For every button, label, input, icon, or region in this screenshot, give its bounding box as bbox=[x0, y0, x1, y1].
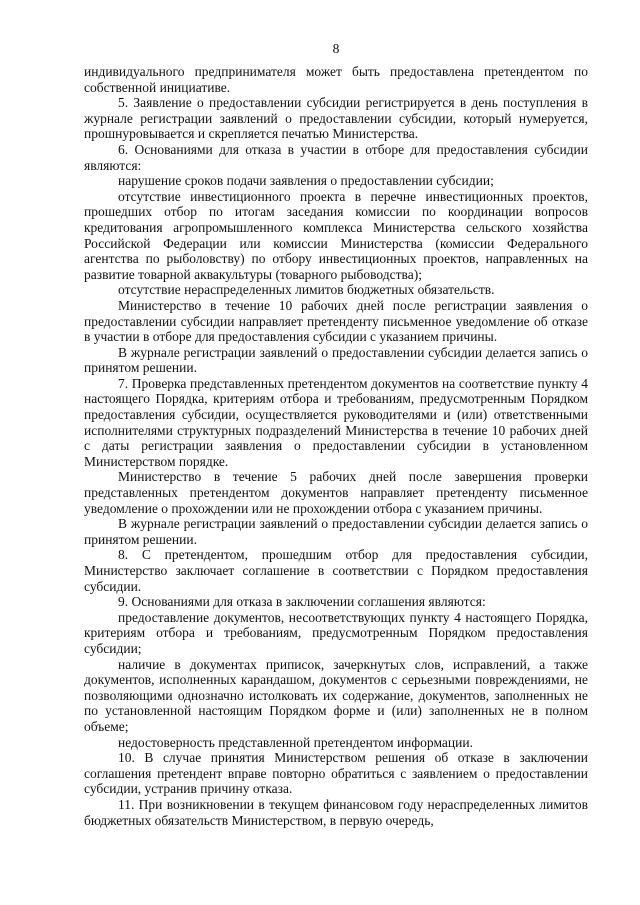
paragraph: В журнале регистрации заявлений о предоставлении субсидии делается запись о принятом решении. bbox=[84, 516, 588, 547]
paragraph: 7. Проверка представленных претендентом документов на соответствие пункту 4 настоящего Порядка, критериям отбора и требованиям, предусмотренным Порядком предоставления субсидии, осуществляется руководителями и (или) ответственными исполнителями структурных подразделений Министерства в течение 10 рабочих дней с даты регистрации заявления о предоставлении субсидии в установленном Министерством порядке. bbox=[84, 375, 588, 469]
paragraph: Министерство в течение 5 рабочих дней после завершения проверки представленных претендентом документов направляет претенденту письменное уведомление о прохождении или не прохождении отбора с указанием причины. bbox=[84, 469, 588, 516]
paragraph: нарушение сроков подачи заявления о предоставлении субсидии; bbox=[118, 173, 494, 189]
paragraph: Министерство в течение 10 рабочих дней после регистрации заявления о предоставлении субсидии направляет претенденту письменное уведомление об отказе в участии в отборе для предоставления субсидии с указанием причины. bbox=[84, 297, 588, 345]
page-number: 8 bbox=[332, 41, 340, 56]
paragraph: 5. Заявление о предоставлении субсидии регистрируется в день поступления в журнале регистрации заявлений о предоставлении субсидии, который нумеруется, прошнуровывается и скрепляется печатью Министерства. bbox=[84, 95, 588, 142]
paragraph: 9. Основаниями для отказа в заключении соглашения являются: bbox=[118, 594, 486, 610]
paragraph: В журнале регистрации заявлений о предоставлении субсидии делается запись о принятом решении. bbox=[84, 344, 588, 376]
paragraph: недостоверность представленной претендентом информации. bbox=[118, 734, 473, 750]
paragraph: 6. Основаниями для отказа в участии в отборе для предоставления субсидии являются: bbox=[84, 141, 588, 173]
paragraph: 8. С претендентом, прошедшим отбор для предоставления субсидии, Министерство заключает соглашение в соответствии с Порядком предоставления субсидии. bbox=[84, 547, 588, 594]
paragraph: 10. В случае принятия Министерством решения об отказе в заключении соглашения претендент вправе повторно обратиться с заявлением о предоставлении субсидии, устранив причину отказа. bbox=[84, 750, 588, 797]
paragraph: наличие в документах приписок, зачеркнутых слов, исправлений, а также документов, исполненных карандашом, документов с серьезными повреждениями, не позволяющими однозначно истолковать их содержание, документов, заполненных не по установленной настоящим Порядком форме и (или) заполненных не в полном объеме; bbox=[84, 656, 588, 734]
paragraph: предоставление документов, несоответствующих пункту 4 настоящего Порядка, критериям отбора и требованиям, предусмотренным Порядком предоставления субсидии; bbox=[84, 609, 588, 656]
paragraph: 11. При возникновении в текущем финансовом году нераспределенных лимитов бюджетных обязательств Министерством, в первую очередь, bbox=[84, 796, 588, 828]
document-body bbox=[84, 64, 588, 828]
paragraph: отсутствие инвестиционного проекта в перечне инвестиционных проектов, прошедших отбор по итогам заседания комиссии по координации вопросов кредитования агропромышленного комплекса Министерства сельского хозяйства Российской Федерации или комиссии Министерства (комиссии Федерального агентства по рыболовству) по отбору инвестиционных проектов, направленных на развитие товарной аквакультуры (товарного рыбоводства); bbox=[84, 188, 588, 282]
paragraph: отсутствие нераспределенных лимитов бюджетных обязательств. bbox=[118, 282, 495, 298]
paragraph: индивидуального предпринимателя может быть предоставлена претендентом по собственной инициативе. bbox=[84, 64, 588, 95]
